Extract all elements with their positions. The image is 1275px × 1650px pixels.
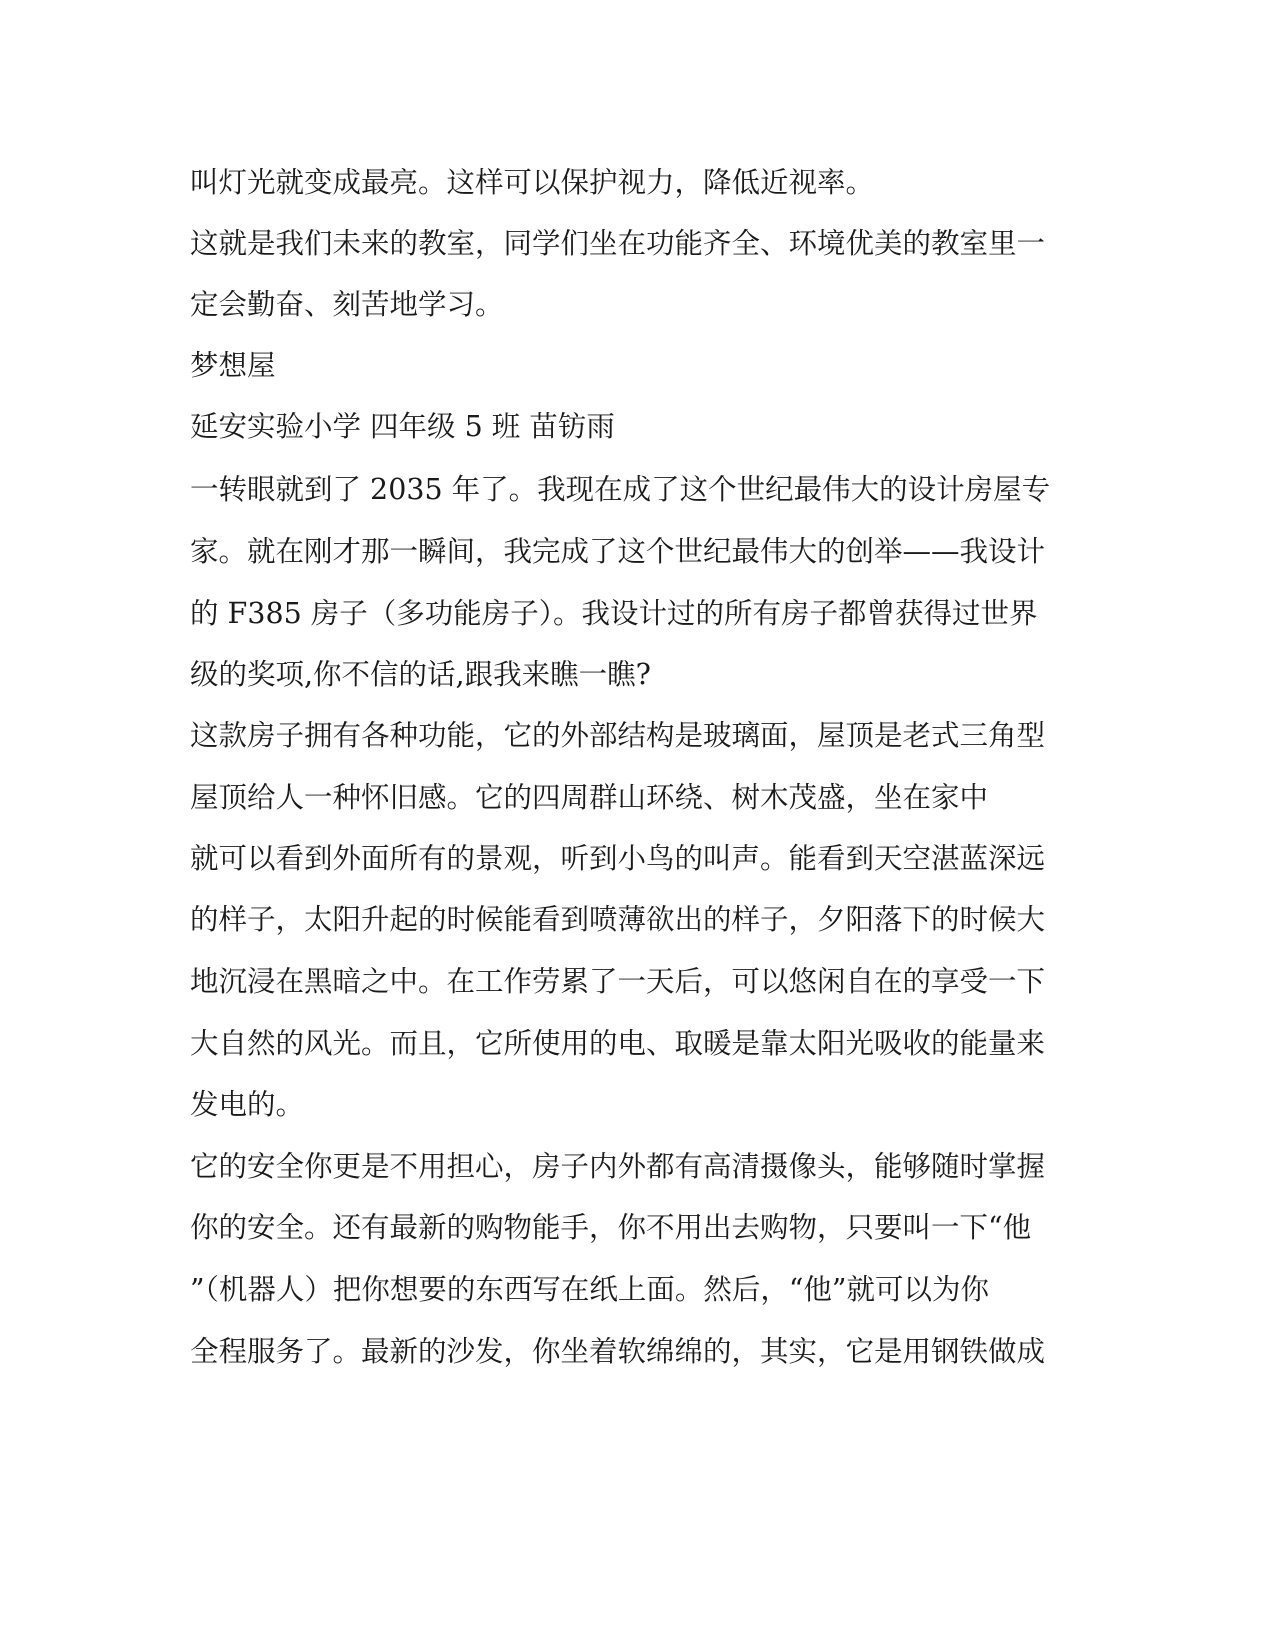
- text-line: 级的奖项,你不信的话,跟我来瞧一瞧?: [190, 658, 651, 691]
- text-line: 定会勤奋、刻苦地学习。: [190, 288, 504, 321]
- text-line: ”（机器人）把你想要的东西写在纸上面。然后，“他”就可以为你: [190, 1273, 989, 1306]
- section-title: 梦想屋: [190, 349, 276, 382]
- text-line: 家。就在刚才那一瞬间，我完成了这个世纪最伟大的创举——我设计: [190, 535, 1046, 568]
- text-line: 一转眼就到了 2035 年了。我现在成了这个世纪最伟大的设计房屋专: [190, 473, 1051, 506]
- text-line: 屋顶给人一种怀旧感。它的四周群山环绕、树木茂盛，坐在家中: [190, 781, 989, 814]
- text-line: 发电的。: [190, 1088, 305, 1121]
- text-line: 大自然的风光。而且，它所使用的电、取暖是靠太阳光吸收的能量来: [190, 1027, 1046, 1060]
- text-line: 这就是我们未来的教室，同学们坐在功能齐全、环境优美的教室里一: [190, 227, 1046, 260]
- text-line: 你的安全。还有最新的购物能手，你不用出去购物，只要叫一下“他: [190, 1211, 1032, 1244]
- text-line: 地沉浸在黑暗之中。在工作劳累了一天后，可以悠闲自在的享受一下: [190, 965, 1046, 998]
- text-line: 全程服务了。最新的沙发，你坐着软绵绵的，其实，它是用钢铁做成: [190, 1335, 1046, 1368]
- text-line: 这款房子拥有各种功能，它的外部结构是玻璃面，屋顶是老式三角型: [190, 719, 1046, 752]
- text-line: 的 F385 房子（多功能房子）。我设计过的所有房子都曾获得过世界: [190, 597, 1038, 630]
- author-line: 延安实验小学 四年级 5 班 苗钫雨: [190, 410, 615, 443]
- text-line: 就可以看到外面所有的景观，听到小鸟的叫声。能看到天空湛蓝深远: [190, 842, 1046, 875]
- text-line: 它的安全你更是不用担心，房子内外都有高清摄像头，能够随时掌握: [190, 1150, 1046, 1183]
- text-line: 叫灯光就变成最亮。这样可以保护视力，降低近视率。: [190, 166, 875, 199]
- text-line: 的样子，太阳升起的时候能看到喷薄欲出的样子，夕阳落下的时候大: [190, 903, 1046, 936]
